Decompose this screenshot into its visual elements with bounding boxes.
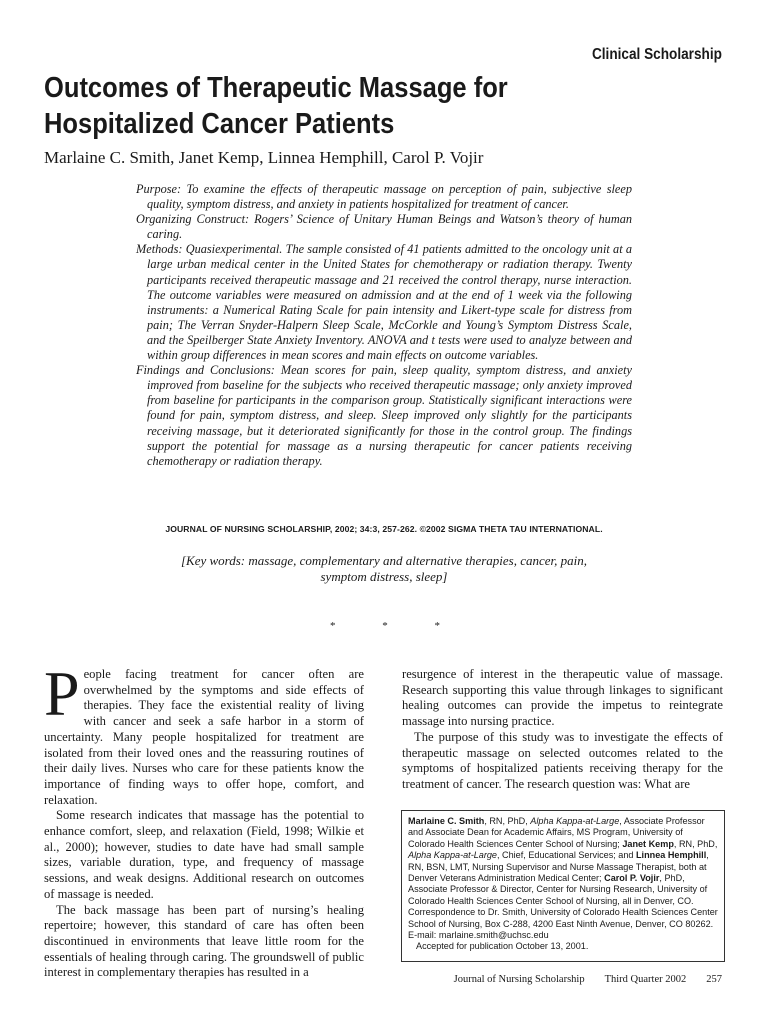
page-footer xyxy=(454,974,722,985)
separator-star: * xyxy=(434,620,440,632)
journal-citation: JOURNAL OF NURSING SCHOLARSHIP, 2002; 34:3, 257-262. ©2002 SIGMA THETA TAU INTERNATIONAL. xyxy=(165,524,603,534)
body-paragraph: The back massage has been part of nursing’s healing repertoire; however, this standard of care has often been discontinued in environments that leave little room for the essentials of healing through caring. The groundswell of public interest in complementary therapies has resulted in a xyxy=(44,902,364,980)
body-paragraph xyxy=(44,658,364,808)
bio-author-name: Carol P. Vojir xyxy=(604,873,660,884)
bio-creds: , RN, PhD, xyxy=(673,838,718,849)
construct-label: Organizing Construct: xyxy=(136,212,250,227)
body-column-left xyxy=(44,658,364,981)
author-bio-box xyxy=(401,810,725,962)
drop-cap: P xyxy=(44,658,80,729)
body-column-right xyxy=(402,667,723,793)
bio-role: , Chief, Educational Services; and xyxy=(496,850,636,861)
bio-honor: Alpha Kappa-at-Large xyxy=(408,850,497,861)
page-number: 257 xyxy=(706,974,722,985)
body-paragraph: resurgence of interest in the therapeutic value of massage. Research supporting this value through linkages to significant healing outcomes can provide the impetus to reintegrate massage into nursing practice. xyxy=(402,667,723,729)
construct-text: Rogers’ Science of Unitary Human Beings and Watson’s theory of human caring. xyxy=(147,212,632,242)
bio-author-name: Linnea Hemphill xyxy=(636,850,707,861)
methods-label: Methods: xyxy=(136,242,183,257)
article-title: Outcomes of Therapeutic Massage for Hospitalized Cancer Patients xyxy=(44,72,508,140)
body-paragraph: The purpose of this study was to investigate the effects of therapeutic massage on selected outcomes related to the symptoms of hospitalized patients receiving therapy for the treatment of cancer. The research question was: What are xyxy=(402,729,723,791)
section-separator xyxy=(330,620,440,632)
body-paragraph: Some research indicates that massage has the potential to enhance comfort, sleep, and relaxation (Field, 1998; Wilkie et al., 2000); however, studies to date have had small sample sizes, variable duration, type, and frequency of massage sessions, and weak designs. Additional research on outcomes of massage is needed. xyxy=(44,808,364,901)
section-label: Clinical Scholarship xyxy=(592,46,722,63)
separator-star: * xyxy=(330,620,336,632)
bio-author-name: Marlaine C. Smith xyxy=(408,816,485,826)
keywords: [Key words: massage, complementary and alternative therapies, cancer, pain, symptom distress, sleep] xyxy=(180,553,588,584)
purpose-text: To examine the effects of therapeutic massage on perception of pain, subjective sleep quality, symptom distress, and anxiety in patients hospitalized for treatment of cancer. xyxy=(147,182,632,212)
bio-role: , RN, BSN, LMT, Nursing Supervisor and Nurse Massage Therapist, both at Denver Veterans Administration Medical Center; xyxy=(408,850,709,884)
abstract-findings xyxy=(136,363,632,469)
bio-author-name: Janet Kemp xyxy=(622,838,674,849)
findings-text: Mean scores for pain, sleep quality, symptom distress, and anxiety improved from baseline for the subjects who received therapeutic massage; only anxiety improved from baseline for participants in the comparison group. Statistically significant interactions were found for pain, symptom distress, and sleep. Sleep improved only slightly for the participants receiving massage, but it deteriorated significantly for those in the control group. The findings support the potential for massage as a nursing therapeutic for cancer patients receiving chemotherapy or radiation therapy. xyxy=(147,363,632,468)
findings-label: Findings and Conclusions: xyxy=(136,363,275,378)
footer-journal: Journal of Nursing Scholarship xyxy=(453,974,585,985)
footer-issue: Third Quarter 2002 xyxy=(604,974,687,985)
bio-role: , Associate Professor and Associate Dean for Academic Affairs, MS Program, University of Colorado Health Sciences Center School of Nursing; xyxy=(408,816,705,849)
bio-text xyxy=(408,816,718,941)
purpose-label: Purpose: xyxy=(136,182,182,196)
abstract-methods xyxy=(136,242,632,363)
separator-star: * xyxy=(382,620,388,632)
bio-role: , PhD, Associate Professor & Director, Center for Nursing Research, University of Colorado Health Sciences Center School of Nursing, all in Denver, CO. Correspondence to Dr. Smith, University of Colorado Health Sciences Center School of Nursing, Box C-288, 4200 East Ninth Avenue, Denver, CO 80262. E-mail: marlaine.smith@uchsc.edu xyxy=(408,873,718,941)
abstract-construct xyxy=(136,212,632,242)
abstract xyxy=(136,182,632,469)
author-list: Marlaine C. Smith, Janet Kemp, Linnea Hemphill, Carol P. Vojir xyxy=(44,148,484,167)
paragraph-text: eople facing treatment for cancer often are overwhelmed by the symptoms and side effects of therapies. They face the existential reality of living with cancer and seek a safe harbor in a storm of uncertainty. Many people hospitalized for treatment are isolated from their loved ones and the reassuring routines of their daily lives. Nurses who care for these patients know the importance of finding ways to offer hope, comfort, and relaxation. xyxy=(44,667,364,807)
bio-creds: , RN, PhD, xyxy=(484,816,531,826)
abstract-purpose xyxy=(136,182,632,212)
bio-honor: Alpha Kappa-at-Large xyxy=(530,816,620,826)
accepted-date: Accepted for publication October 13, 2001. xyxy=(416,941,589,952)
methods-text: Quasiexperimental. The sample consisted of 41 patients admitted to the oncology unit at a large urban medical center in the United States for chemotherapy or radiation therapy. Twenty participants received therapeutic massage and 21 received the control therapy, nurse interaction. The outcome variables were measured on admission and at the end of 1 week via the following instruments: a Numerical Rating Scale for pain intensity and Likert-type scale for distress from pain; The Verran Snyder-Halpern Sleep Scale, McCorkle and Young’s Symptom Distress Scale, and the Speilberger State Anxiety Inventory. ANOVA and t tests were used to analyze between and within group differences in mean scores and main effects on outcome variables. xyxy=(147,242,633,363)
